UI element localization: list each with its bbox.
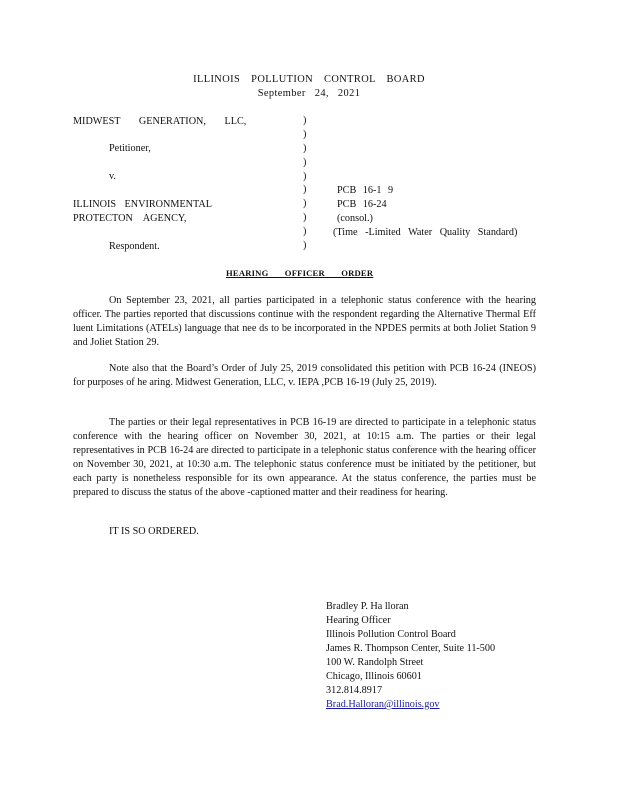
caption-paren: ) [303, 128, 307, 140]
agency-header: ILLINOIS POLLUTION CONTROL BOARD [193, 74, 425, 85]
caption-paren: ) [303, 212, 307, 224]
order-date: September 24, 2021 [257, 88, 361, 99]
signer-city: Chicago, Illinois 60601 [326, 671, 422, 682]
paragraph-so-ordered: IT IS SO ORDERED. [109, 526, 199, 537]
respondent-role: Respondent. [109, 241, 160, 252]
petitioner-name: MIDWEST GENERATION, LLC, [73, 116, 247, 127]
caption-paren: ) [303, 240, 307, 252]
signature-block [326, 600, 495, 712]
signer-agency: Illinois Pollution Control Board [326, 629, 456, 640]
case-type: (Time -Limited Water Quality Standard) [333, 227, 518, 238]
signer-name: Bradley P. Ha lloran [326, 601, 409, 612]
caption-paren: ) [303, 226, 307, 238]
signer-address-1: James R. Thompson Center, Suite 11-500 [326, 643, 496, 654]
case-number-2: PCB 16-24 [337, 199, 387, 210]
petitioner-role: Petitioner, [109, 143, 151, 154]
paragraph-consolidation: Note also that the Board’s Order of July 25, 2019 consolidated this petition with PCB 16-24 (INEOS) for purposes of he aring. Midwest Generation, LLC, v. IEPA ,PCB 16-19 (July 25, 2019). [73, 363, 536, 388]
caption-parentheses [303, 114, 313, 253]
caption-paren: ) [303, 198, 307, 210]
respondent-name-line-2: PROTECTON AGENCY, [73, 213, 187, 224]
caption-paren: ) [303, 156, 307, 168]
paragraph-conference-directive: The parties or their legal representatives in PCB 16-19 are directed to participate in a telephonic status conference with the hearing officer on November 30, 2021, at 10:15 a.m. The parties or their legal representatives in PCB 16-24 are directed to participate in a telephonic status conference with the hearing officer on November 30, 2021, at 10:30 a.m. The telephonic status conference must be initiated by the petitioner, but each party is nonetheless responsible for its own appearance. At the status conference, the parties must be prepared to discuss the status of the above -captioned matter and their readiness for hearing. [73, 417, 536, 498]
caption-paren: ) [303, 184, 307, 196]
signer-address-2: 100 W. Randolph Street [326, 657, 424, 668]
signer-title: Hearing Officer [326, 615, 391, 626]
respondent-name-line-1: ILLINOIS ENVIRONMENTAL [73, 199, 213, 210]
signer-email-link[interactable]: Brad.Halloran@illinois.gov [326, 699, 440, 710]
case-number-1: PCB 16-1 9 [337, 185, 394, 196]
versus-label: v. [109, 171, 116, 182]
consolidated-label: (consol.) [337, 213, 373, 224]
caption-paren: ) [303, 115, 307, 126]
paragraph-status-report: On September 23, 2021, all parties participated in a telephonic status conference with the hearing officer. The parties reported that discussions continue with the respondent regarding the Alternative Thermal Eff luent Limitations (ATELs) language that nee ds to be incorporated in the NPDES permits at both Joliet Station 9 and Joliet Station 29. [73, 295, 536, 348]
signer-phone: 312.814.8917 [326, 685, 383, 696]
caption-paren: ) [303, 170, 307, 182]
caption-paren: ) [303, 142, 307, 154]
order-title: HEARING OFFICER ORDER [226, 268, 374, 278]
